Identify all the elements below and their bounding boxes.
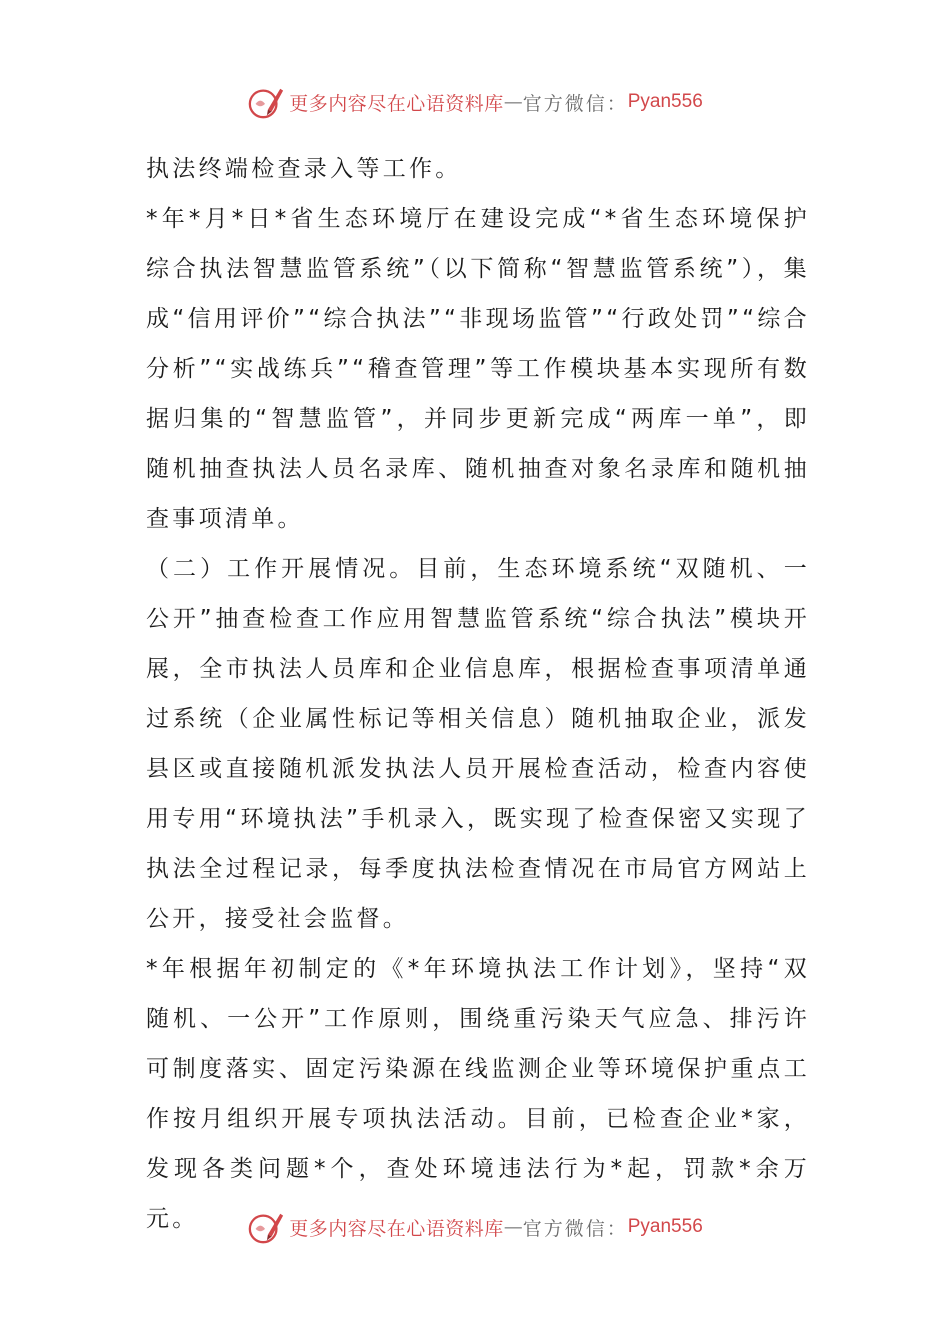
banner-wechat-label: 官方微信： [522, 1217, 628, 1240]
pen-logo-icon [247, 83, 285, 121]
banner-wechat-id: Pyan556 [627, 1216, 703, 1237]
pen-logo-icon [247, 1208, 285, 1246]
banner-brand-text: 更多内容尽在心语资料库 [289, 92, 504, 115]
paragraph-2: *年*月*日*省生态环境厅在建设完成“*省生态环境保护综合执法智慧监管系统”（以下简称“智慧监管系统”），集成“信用评价”“综合执法”“非现场监管”“行政处罚”“综合分析”“实战练兵”“稽查管理”等工作模块基本实现所有数据归集的“智慧监管”，并同步更新完成“两库一单”，即随机抽查执法人员名录库、随机抽查对象名录库和随机抽查事项清单。 [146, 206, 810, 532]
document-body [146, 144, 810, 1244]
paragraph-1: 执法终端检查录入等工作。 [146, 156, 462, 182]
footer-banner [0, 1207, 950, 1247]
banner-wechat-id: Pyan556 [627, 91, 703, 112]
banner-wechat-label: 官方微信： [522, 92, 628, 115]
banner-brand-text: 更多内容尽在心语资料库 [289, 1217, 504, 1240]
paragraph-4: *年根据年初制定的《*年环境执法工作计划》，坚持“双随机、一公开”工作原则，围绕重污染天气应急、排污许可制度落实、固定污染源在线监测企业等环境保护重点工作按月组织开展专项执法活动。目前，已检查企业*家，发现各类问题*个，查处环境违法行为*起，罚款*余万元。 [146, 956, 810, 1232]
header-banner [0, 82, 950, 122]
banner-dash: — [503, 91, 523, 113]
paragraph-3: （二）工作开展情况。目前，生态环境系统“双随机、一公开”抽查检查工作应用智慧监管系统“综合执法”模块开展，全市执法人员库和企业信息库，根据检查事项清单通过系统（企业属性标记等相关信息）随机抽取企业，派发县区或直接随机派发执法人员开展检查活动，检查内容使用专用“环境执法”手机录入，既实现了检查保密又实现了执法全过程记录，每季度执法检查情况在市局官方网站上公开，接受社会监督。 [146, 556, 810, 932]
banner-dash: — [503, 1216, 523, 1238]
